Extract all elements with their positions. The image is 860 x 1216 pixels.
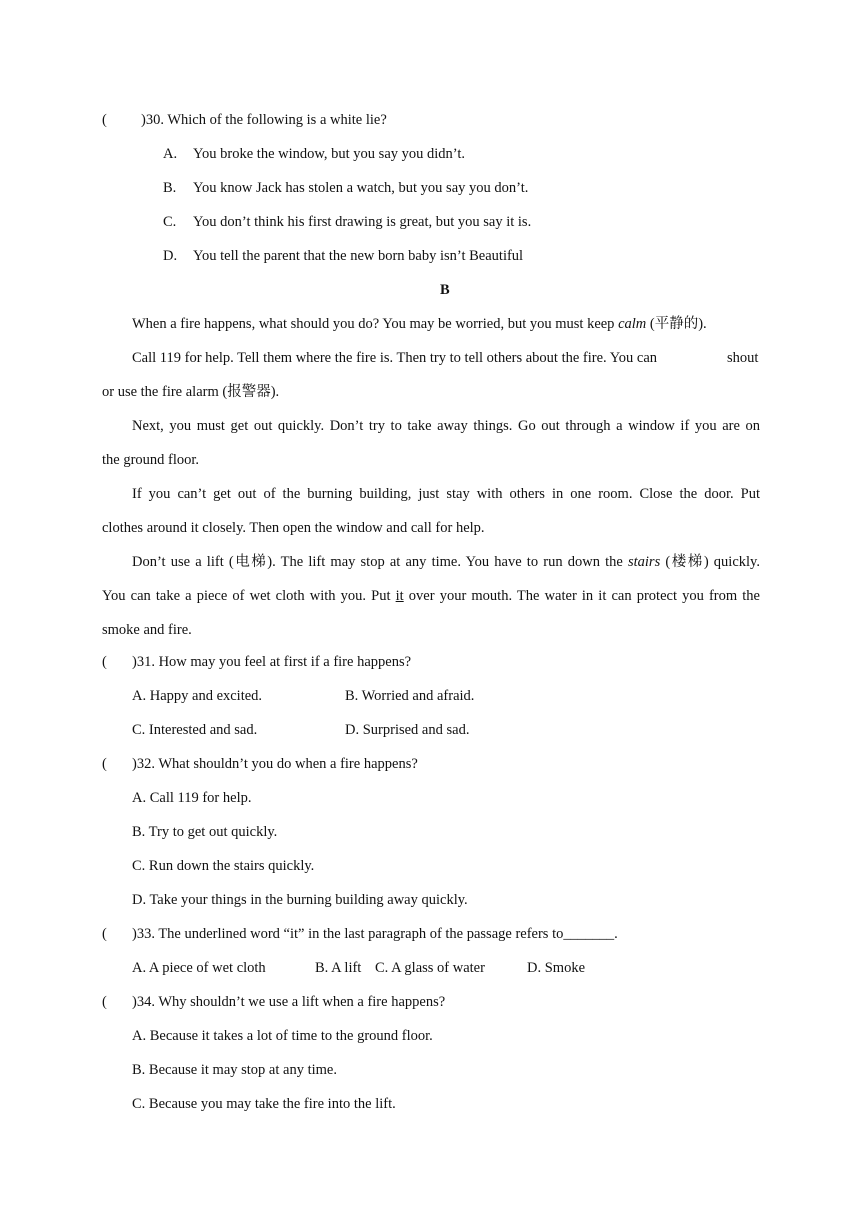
q34-paren: ( (102, 994, 107, 1010)
q31-stem: )31. How may you feel at first if a fire happens? (132, 654, 412, 670)
q33-option-b: B. A lift (315, 960, 362, 976)
p3-line-2: the ground floor. (102, 452, 200, 468)
p5-text-2b: over your mouth. The water in it can protect you from the (403, 588, 760, 604)
q34-stem: )34. Why shouldn’t we use a lift when a fire happens? (132, 994, 446, 1010)
p2-line-1a: Call 119 for help. Tell them where the fire is. Then try to tell others about the fire. You can (132, 350, 658, 366)
q33-stem: )33. The underlined word “it” in the last paragraph of the passage refers to_______. (132, 926, 618, 942)
q30-option-c-text: You don’t think his first drawing is great, but you say it is. (193, 214, 532, 230)
p1-calm: calm (618, 316, 647, 332)
q30-option-c-letter: C. (163, 214, 177, 230)
q32-stem: )32. What shouldn’t you do when a fire happens? (132, 756, 418, 772)
p4-line-1: If you can’t get out of the burning building, just stay with others in one room. Close the door. Put (132, 486, 760, 502)
q34-option-c: C. Because you may take the fire into the lift. (132, 1096, 396, 1112)
q33-option-c: C. A glass of water (375, 960, 485, 976)
q31-paren: ( (102, 654, 107, 670)
p5-line-2 (102, 586, 760, 606)
p5-underlined-it: it (395, 588, 404, 604)
q32-option-a: A. Call 119 for help. (132, 790, 252, 806)
q33-paren: ( (102, 926, 107, 942)
q31-option-d: D. Surprised and sad. (345, 722, 470, 738)
p5-text-2a: You can take a piece of wet cloth with you. Put (102, 588, 396, 604)
p2-line-2: or use the fire alarm (报警器). (102, 384, 280, 400)
p5-text-1a: Don’t use a lift (电梯). The lift may stop at any time. You have to run down the (132, 554, 628, 570)
q30-option-d-letter: D. (163, 248, 178, 264)
passage-paragraph-1 (132, 314, 707, 334)
q30-option-d-text: You tell the parent that the new born baby isn’t Beautiful (193, 248, 524, 264)
q30-option-a-text: You broke the window, but you say you didn’t. (193, 146, 466, 162)
q32-option-c: C. Run down the stairs quickly. (132, 858, 315, 874)
q31-option-b: B. Worried and afraid. (345, 688, 475, 704)
q30-option-b-text: You know Jack has stolen a watch, but you say you don’t. (193, 180, 529, 196)
section-title: B (440, 282, 450, 298)
p4-line-2: clothes around it closely. Then open the window and call for help. (102, 520, 485, 536)
q30-option-a-letter: A. (163, 146, 178, 162)
q32-option-d: D. Take your things in the burning building away quickly. (132, 892, 468, 908)
q30-stem: )30. Which of the following is a white lie? (141, 112, 387, 128)
q34-option-a: A. Because it takes a lot of time to the ground floor. (132, 1028, 433, 1044)
q33-option-d: D. Smoke (527, 960, 585, 976)
p5-stairs: stairs (627, 554, 661, 570)
p1-text-a: When a fire happens, what should you do? You may be worried, but you must keep (132, 316, 619, 332)
p1-text-b: (平静的). (646, 316, 707, 332)
q30-option-b-letter: B. (163, 180, 177, 196)
q31-option-c: C. Interested and sad. (132, 722, 258, 738)
q30-paren: ( (102, 112, 107, 128)
q33-option-a: A. A piece of wet cloth (132, 960, 266, 976)
q31-option-a: A. Happy and excited. (132, 688, 263, 704)
q32-option-b: B. Try to get out quickly. (132, 824, 278, 840)
p5-line-3: smoke and fire. (102, 622, 192, 638)
p5-text-1b: (楼梯) quickly. (660, 554, 760, 570)
p3-line-1: Next, you must get out quickly. Don’t try to take away things. Go out through a window if you are on (132, 418, 760, 434)
p2-line-1b: shout (727, 350, 759, 366)
q34-option-b: B. Because it may stop at any time. (132, 1062, 337, 1078)
p5-line-1 (132, 552, 760, 572)
q32-paren: ( (102, 756, 107, 772)
